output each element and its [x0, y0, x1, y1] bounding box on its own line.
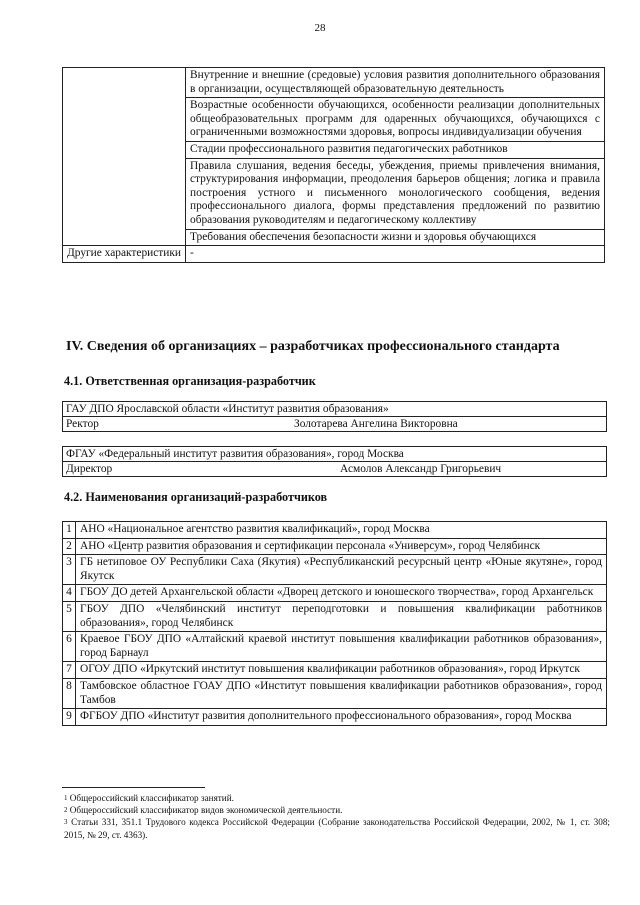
org-head-row [62, 461, 607, 477]
footnote-text: Общероссийский классификатор занятий. [67, 793, 234, 803]
org-head-role: Ректор [66, 418, 99, 430]
footnote-text: Общероссийский классификатор видов экономической деятельности. [67, 805, 343, 816]
footnote-text: Статьи 331, 351.1 Трудового кодекса Российской Федерации (Собрание законодательства Российской Федерации, 2002, № 1, ст. 308; 2015, № 29, ст. 4363). [64, 817, 610, 840]
table-row [63, 555, 607, 585]
responsible-org-block-1 [62, 401, 607, 432]
table-row [63, 68, 605, 98]
table-cell-text: Возрастные особенности обучающихся, особенности реализации дополнительных общеобразовательных программ для одаренных обучающихся, обучающихся с ограниченными возможностями здоровья, вопросы индивидуализации обучения [186, 98, 605, 142]
requirements-table-body [63, 68, 605, 263]
section-title: IV. Сведения об организациях – разработчиках профессионального стандарта [66, 339, 560, 354]
org-name: АНО «Национальное агентство развития квалификаций», город Москва [76, 522, 607, 539]
row-number: 2 [63, 538, 76, 555]
org-name: АНО «Центр развития образования и сертификации персонала «Универсум», город Челябинск [76, 538, 607, 555]
org-name: ФГБОУ ДПО «Институт развития дополнительного профессионального образования», город Москва [76, 709, 607, 726]
footnote-mark: 2 [64, 806, 68, 815]
developers-table [62, 521, 607, 726]
responsible-org-block-2 [62, 446, 607, 477]
row-number: 1 [63, 522, 76, 539]
table-row [63, 246, 605, 263]
footnote [64, 816, 610, 840]
org-head-role: Директор [66, 463, 113, 475]
table-cell-text: - [186, 246, 605, 263]
org-name: ГБОУ ДО детей Архангельской области «Дворец детского и юношеского творчества», город Архангельск [76, 585, 607, 602]
table-cell-text: Внутренние и внешние (средовые) условия развития дополнительного образования в организации, осуществляющей образовательную деятельность [186, 68, 605, 98]
footnote-mark: 3 [64, 818, 68, 827]
table-row [63, 632, 607, 662]
row-number: 4 [63, 585, 76, 602]
org-head-person: Асмолов Александр Григорьевич [340, 463, 502, 475]
org-name: Тамбовское областное ГОАУ ДПО «Институт повышения квалификации работников образования», город Тамбов [76, 678, 607, 708]
row-number: 8 [63, 678, 76, 708]
org-name: ГБОУ ДПО «Челябинский институт переподготовки и повышения квалификации работников образования», город Челябинск [76, 601, 607, 631]
developers-heading: 4.2. Наименования организаций-разработчиков [64, 490, 328, 504]
org-head-person: Золотарева Ангелина Викторовна [294, 418, 458, 430]
org-name: ФГАУ «Федеральный институт развития образования», город Москва [62, 446, 607, 461]
table-row [63, 678, 607, 708]
row-number: 9 [63, 709, 76, 726]
page-number: 28 [314, 22, 326, 34]
table-row [63, 522, 607, 539]
table-cell-text: Правила слушания, ведения беседы, убеждения, приемы привлечения внимания, структурирования информации, преодоления барьеров общения; логика и правила построения устного и письменного монологического сообщения, ведения профессионального диалога, формы представления предложений по развитию образования руководителям и педагогическому коллективу [186, 158, 605, 229]
responsible-org-heading: 4.1. Ответственная организация-разработчик [64, 374, 316, 388]
org-head-row [62, 416, 607, 432]
footnote-mark: 1 [64, 794, 68, 802]
developers-table-body [63, 522, 607, 726]
row-number: 6 [63, 632, 76, 662]
table-cell-left: Другие характеристики [63, 246, 186, 263]
footnote [64, 804, 610, 816]
table-cell-text: Стадии профессионального развития педагогических работников [186, 141, 605, 158]
table-row [63, 538, 607, 555]
table-row [63, 662, 607, 679]
footnote-divider [62, 787, 205, 788]
table-cell-left [63, 68, 186, 246]
table-row [63, 585, 607, 602]
table-row [63, 709, 607, 726]
row-number: 5 [63, 601, 76, 631]
row-number: 7 [63, 662, 76, 679]
org-name: ГАУ ДПО Ярославской области «Институт развития образования» [62, 401, 607, 416]
org-name: ОГОУ ДПО «Иркутский институт повышения квалификации работников образования», город Иркутск [76, 662, 607, 679]
footnotes [64, 792, 610, 841]
org-name: Краевое ГБОУ ДПО «Алтайский краевой институт повышения квалификации работников образования», город Барнаул [76, 632, 607, 662]
requirements-table [62, 67, 605, 263]
footnote [64, 792, 610, 804]
org-name: ГБ нетиповое ОУ Республики Саха (Якутия) «Республиканский ресурсный центр «Юные якутяне», город Якутск [76, 555, 607, 585]
table-row [63, 601, 607, 631]
table-cell-text: Требования обеспечения безопасности жизни и здоровья обучающихся [186, 229, 605, 246]
row-number: 3 [63, 555, 76, 585]
